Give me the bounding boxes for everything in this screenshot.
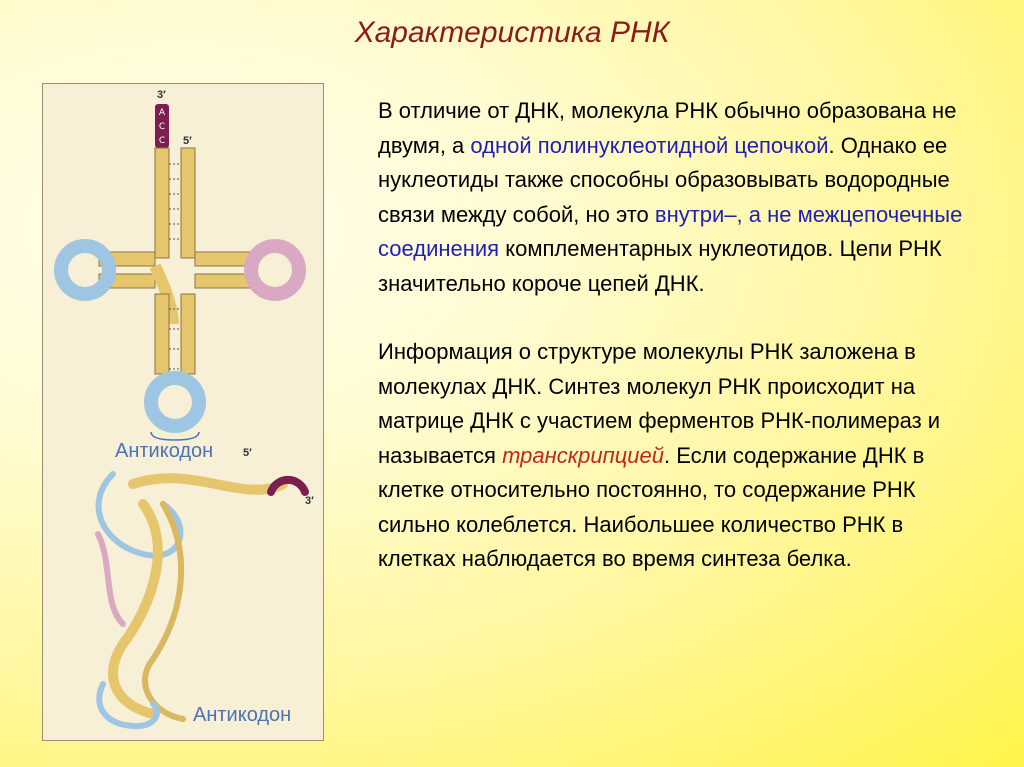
trna-diagram	[43, 84, 325, 742]
highlight-transcription: транскрипцией	[502, 442, 664, 468]
end-3-top: 3′	[157, 89, 166, 101]
end-5-3d: 5′	[243, 447, 252, 459]
trna-figure	[42, 83, 324, 741]
slide-title: Характеристика РНК	[354, 16, 670, 49]
t-arm	[195, 246, 299, 294]
acceptor-base-2: C	[158, 122, 166, 132]
anticodon-label-top: Антикодон	[115, 440, 214, 462]
end-5-top: 5′	[183, 135, 192, 147]
body-text	[378, 94, 978, 577]
trna-3d-model	[98, 474, 305, 726]
end-3-3d: 3′	[305, 495, 314, 507]
anticodon-label-bottom: Антикодон	[193, 704, 292, 726]
paragraph-rna-structure: В отличие от ДНК, молекула РНК обычно образована не двумя, а одной полинуклеотидной цепочкой. Однако ее нуклеотиды также способны образовывать водородные связи между собой, но это внутри–, а не межцепочечные соединения комплементарных нуклеотидов. Цепи РНК значительно короче цепей ДНК.	[378, 98, 963, 296]
acceptor-base-1: A	[158, 108, 166, 118]
paragraph-rna-synthesis: Информация о структуре молекулы РНК заложена в молекулах ДНК. Синтез молекул РНК происходит на матрице ДНК с участием ферментов РНК-полимераз и называется транскрипцией. Если содержание ДНК в клетке относительно постоянно, то содержание РНК сильно колеблется. Наибольшее количество РНК в клетках наблюдается во время синтеза белка.	[378, 339, 941, 571]
highlight-single-chain: одной полинуклеотидной цепочкой	[470, 132, 829, 158]
acceptor-stem	[155, 104, 195, 258]
highlight-intrachain-bonds: внутри–, а не межцепочечные соединения	[378, 201, 963, 261]
acceptor-base-3: C	[158, 136, 166, 146]
